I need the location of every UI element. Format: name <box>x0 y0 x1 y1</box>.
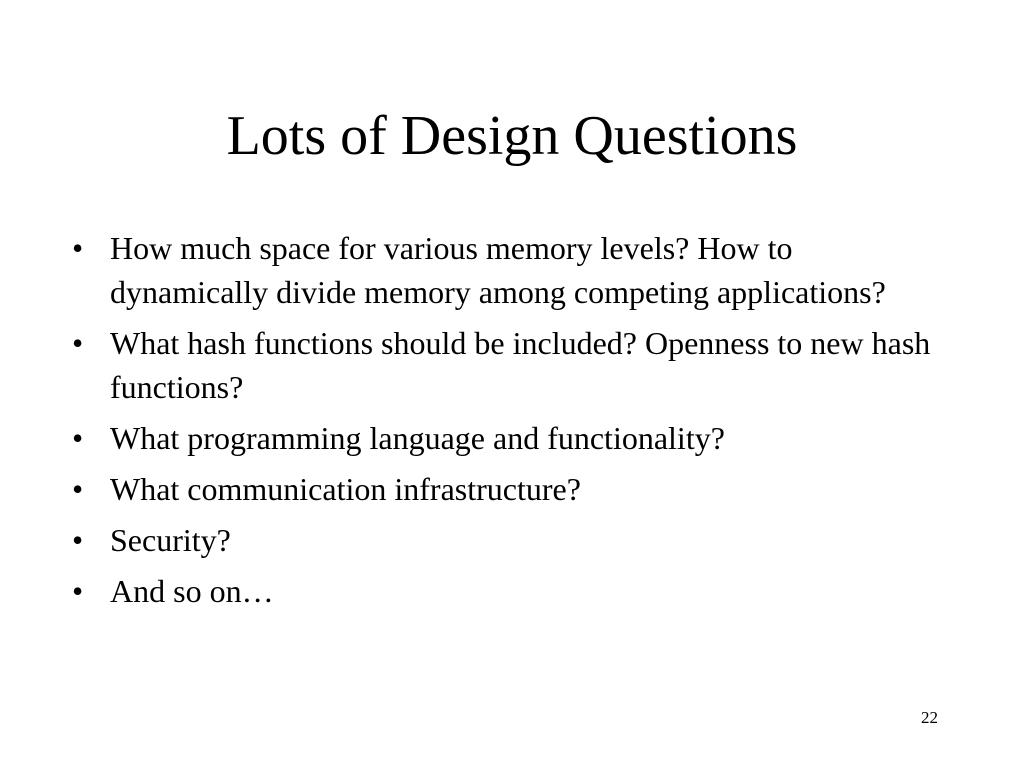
bullet-text: Security? <box>110 522 231 558</box>
bullet-symbol: • <box>72 471 84 507</box>
bullet-text: What hash functions should be included? Openness to new hash functions? <box>110 325 931 405</box>
bullet-item <box>72 321 952 409</box>
bullet-item <box>72 467 952 511</box>
bullet-symbol: • <box>72 420 84 456</box>
bullet-item <box>72 569 952 613</box>
slide-title: Lots of Design Questions <box>226 105 798 167</box>
bullet-symbol: • <box>72 230 84 266</box>
bullet-symbol: • <box>72 573 84 609</box>
bullet-item <box>72 226 952 314</box>
bullet-text: What communication infrastructure? <box>110 471 581 507</box>
bullet-symbol: • <box>72 325 84 361</box>
slide-number: 22 <box>921 708 938 727</box>
bullet-text: What programming language and functionality? <box>110 420 725 456</box>
bullet-text: How much space for various memory levels? How to dynamically divide memory among competing applications? <box>110 230 886 310</box>
bullet-symbol: • <box>72 522 84 558</box>
bullet-item <box>72 416 952 460</box>
bullet-item <box>72 518 952 562</box>
bullet-list <box>72 226 952 620</box>
bullet-text: And so on… <box>110 573 274 609</box>
